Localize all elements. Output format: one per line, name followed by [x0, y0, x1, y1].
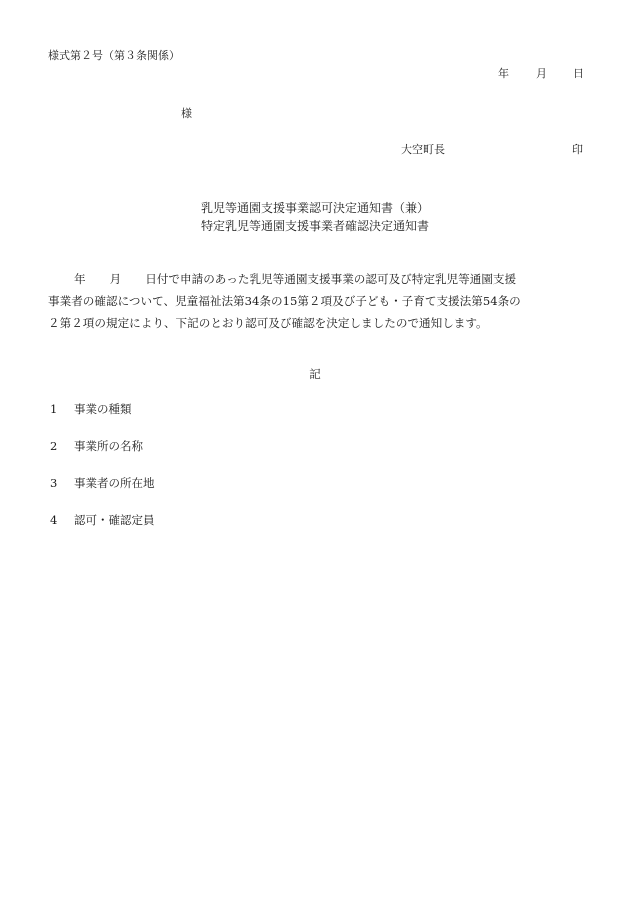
item-number: 4	[50, 513, 58, 527]
ki-heading: 記	[309, 367, 321, 381]
date-month-label: 月	[536, 67, 547, 80]
date-day-label: 日	[573, 67, 584, 80]
body-line-2: 事業者の確認について、児童福祉法第34条の15第２項及び子ども・子育て支援法第54条の	[48, 294, 521, 308]
list-item	[50, 404, 155, 441]
form-number: 様式第２号（第３条関係）	[48, 49, 180, 62]
body-line-1	[48, 268, 588, 290]
body-line-3: ２第２項の規定により、下記のとおり認可及び確認を決定しましたので通知します。	[48, 316, 488, 330]
list-item	[50, 515, 155, 552]
title-line-1: 乳児等通園支援事業認可決定通知書（兼）	[200, 201, 429, 215]
body-month-label: 月	[109, 272, 122, 286]
issuer-row	[0, 144, 630, 158]
list-item	[50, 478, 155, 515]
date-year-label: 年	[498, 67, 509, 80]
date-row	[0, 68, 630, 82]
title-line-2: 特定乳児等通園支援事業者確認決定通知書	[200, 219, 429, 233]
item-label: 事業の種類	[74, 402, 132, 416]
item-number: 1	[50, 402, 58, 416]
item-label: 事業所の名称	[74, 439, 143, 453]
item-number: 3	[50, 476, 58, 490]
item-number: 2	[50, 439, 58, 453]
item-label: 事業者の所在地	[74, 476, 155, 490]
body-paragraph	[48, 268, 588, 334]
seal-mark: 印	[572, 143, 583, 156]
item-list	[50, 404, 155, 552]
issuer-name: 大空町長	[401, 143, 445, 156]
addressee-suffix: 様	[181, 107, 192, 120]
body-year-label: 年	[74, 272, 86, 286]
body-line-1-text: 日付で申請のあった乳児等通園支援事業の認可及び特定乳児等通園支援	[145, 272, 517, 286]
document-title	[0, 199, 630, 235]
item-label: 認可・確認定員	[74, 513, 155, 527]
list-item	[50, 441, 155, 478]
